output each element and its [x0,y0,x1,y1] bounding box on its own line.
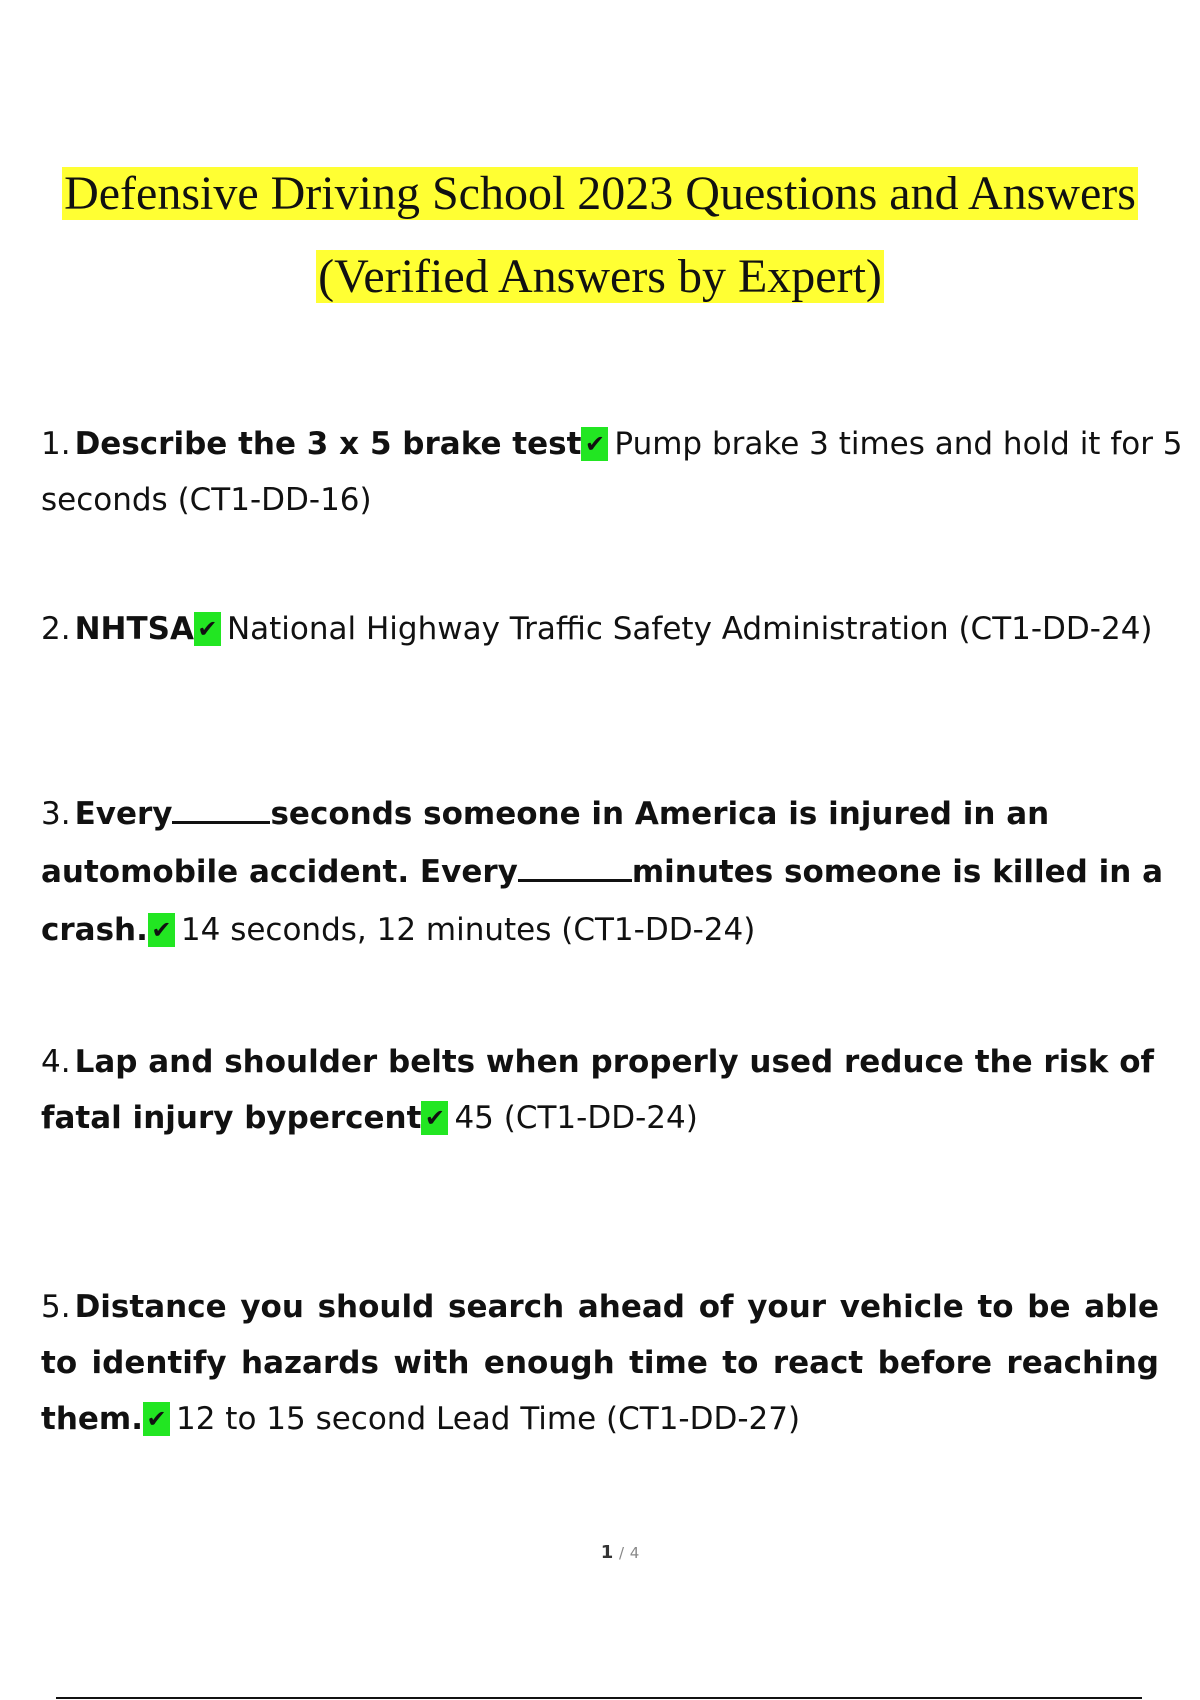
title-line-1: Defensive Driving School 2023 Questions and Answers [64,167,1136,220]
question-text: Describe the 3 x 5 brake test [74,426,582,462]
question-number: 1. [41,426,71,462]
page-indicator [0,1542,1200,1563]
answer-text: 12 to 15 second Lead Time (CT1-DD-27) [176,1401,801,1437]
question-2 [41,601,1191,657]
page-separator: / [618,1544,625,1562]
check-mark-icon: ✔ [194,612,221,646]
document-title [40,152,1160,318]
current-page: 1 [600,1542,614,1563]
question-3 [41,785,1191,959]
question-number: 2. [41,611,71,647]
question-text-part-1: Every [74,796,173,832]
question-text-part-3: minutes someone is killed in a crash. [41,854,1164,948]
answer-text: Pump brake 3 times and hold it for 5 seconds (CT1-DD-16) [41,426,1183,518]
question-number: 4. [41,1044,71,1080]
answer-text: 14 seconds, 12 minutes (CT1-DD-24) [180,912,756,948]
question-text: Distance you should search ahead of your vehicle to be able to identify hazards with enough time to react before reaching them. [41,1289,1159,1437]
answer-text: National Highway Traffic Safety Administration (CT1-DD-24) [226,611,1153,647]
divider [56,1697,1142,1699]
title-line-2: (Verified Answers by Expert) [318,250,882,303]
question-text: Lap and shoulder belts when properly used reduce the risk of fatal injury bypercent [41,1044,1154,1136]
question-text: NHTSA [74,611,194,647]
total-pages: 4 [629,1544,640,1562]
check-mark-icon: ✔ [421,1101,448,1135]
fill-blank [518,857,632,882]
question-number: 5. [41,1289,71,1325]
question-4 [41,1034,1191,1146]
question-1 [41,416,1191,528]
answer-text: 45 (CT1-DD-24) [454,1100,698,1136]
check-mark-icon: ✔ [581,427,608,461]
fill-blank [172,799,270,824]
question-5 [41,1279,1159,1447]
question-text-part-2: seconds someone in America is injured in an automobile accident. Every [41,796,1050,890]
check-mark-icon: ✔ [143,1402,170,1436]
question-number: 3. [41,796,71,832]
check-mark-icon: ✔ [148,913,175,947]
